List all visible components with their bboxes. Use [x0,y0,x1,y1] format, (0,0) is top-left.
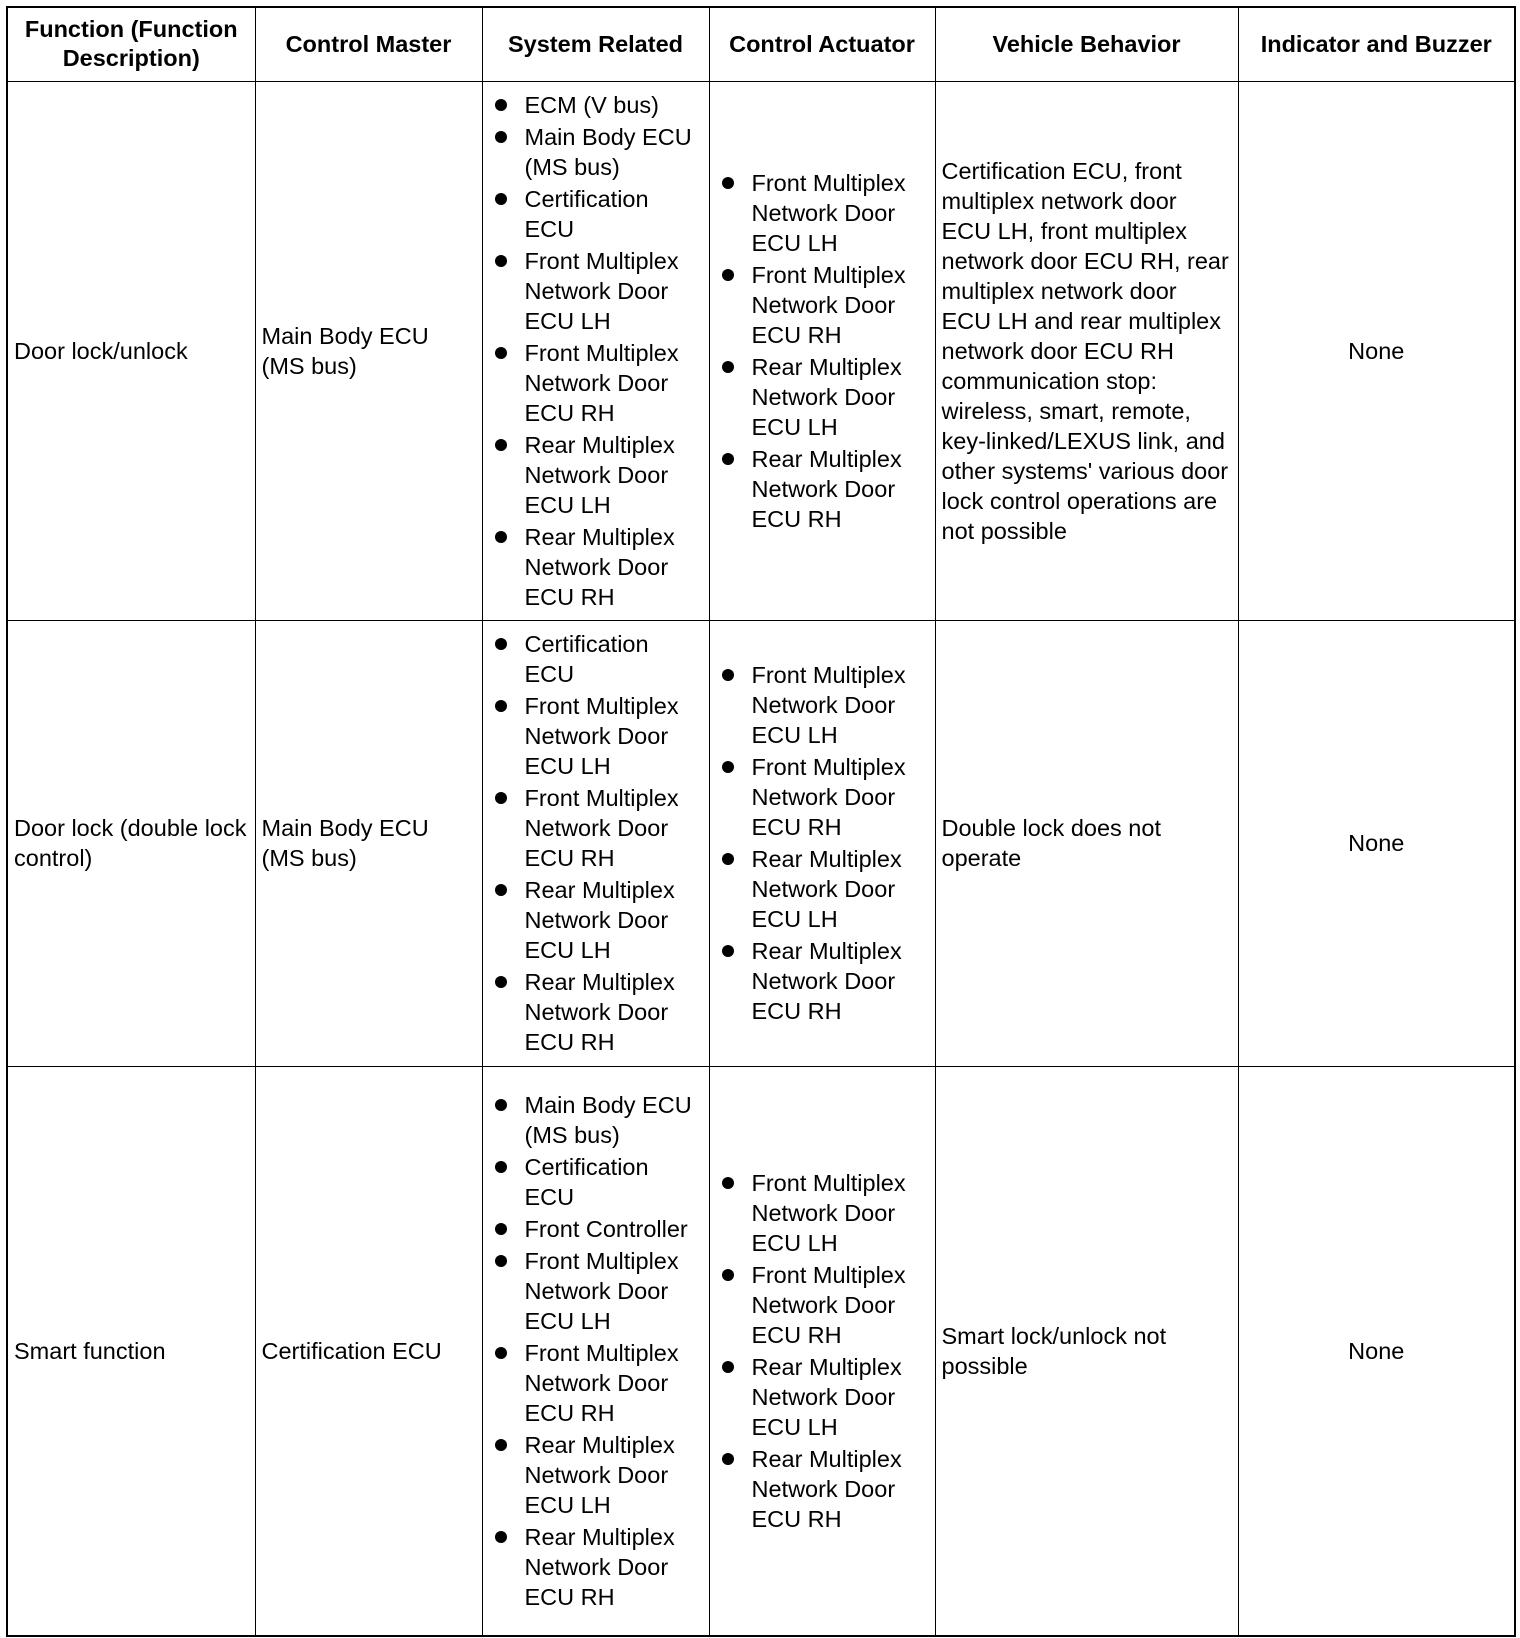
function-cell: Door lock/unlock [7,81,255,620]
vehicle-behavior-cell: Double lock does not operate [935,620,1238,1066]
indicator-buzzer-cell: None [1238,1066,1515,1636]
list-item: Main Body ECU (MS bus) [489,122,703,182]
list-item: Certification ECU [489,1152,703,1212]
table-row [7,1066,1515,1636]
list-item: Front Multiplex Network Door ECU RH [716,752,929,842]
system-related-cell [482,1066,709,1636]
list-item: Rear Multiplex Network Door ECU RH [489,1522,703,1612]
control-master-cell: Certification ECU [255,1066,482,1636]
control-actuator-cell [709,81,935,620]
function-cell: Smart function [7,1066,255,1636]
control-actuator-list [716,168,929,534]
system-related-cell [482,81,709,620]
list-item: Front Multiplex Network Door ECU LH [716,168,929,258]
header-control-master: Control Master [255,7,482,81]
control-actuator-list [716,1168,929,1534]
indicator-buzzer-cell: None [1238,81,1515,620]
list-item: Front Controller [489,1214,703,1244]
table-header [7,7,1515,81]
list-item: Front Multiplex Network Door ECU LH [489,1246,703,1336]
control-actuator-list [716,660,929,1026]
list-item: Certification ECU [489,184,703,244]
table-row [7,620,1515,1066]
table-body [7,81,1515,1636]
list-item: Certification ECU [489,629,703,689]
list-item: Front Multiplex Network Door ECU LH [716,660,929,750]
indicator-buzzer-cell: None [1238,620,1515,1066]
vehicle-behavior-cell: Certification ECU, front multiplex network door ECU LH, front multiplex network door ECU RH, rear multiplex network door ECU LH and rear multiplex network door ECU RH communication stop: wireless, smart, remote, key-linked/LEXUS link, and other systems' various door lock control operations are not possible [935,81,1238,620]
header-system-related: System Related [482,7,709,81]
table-row [7,81,1515,620]
header-row [7,7,1515,81]
function-spec-table [6,6,1516,1637]
control-master-cell: Main Body ECU (MS bus) [255,81,482,620]
list-item: Rear Multiplex Network Door ECU LH [489,1430,703,1520]
system-related-list [489,1090,703,1612]
list-item: Rear Multiplex Network Door ECU LH [489,875,703,965]
control-master-cell: Main Body ECU (MS bus) [255,620,482,1066]
control-actuator-cell [709,1066,935,1636]
list-item: Front Multiplex Network Door ECU LH [716,1168,929,1258]
list-item: Rear Multiplex Network Door ECU LH [716,844,929,934]
list-item: Rear Multiplex Network Door ECU LH [716,352,929,442]
system-related-list [489,90,703,612]
list-item: Rear Multiplex Network Door ECU RH [716,936,929,1026]
list-item: Front Multiplex Network Door ECU RH [489,1338,703,1428]
header-control-actuator: Control Actuator [709,7,935,81]
list-item: Rear Multiplex Network Door ECU RH [489,967,703,1057]
header-vehicle-behavior: Vehicle Behavior [935,7,1238,81]
system-related-list [489,629,703,1057]
list-item: Rear Multiplex Network Door ECU RH [716,444,929,534]
list-item: Main Body ECU (MS bus) [489,1090,703,1150]
system-related-cell [482,620,709,1066]
header-function: Function (Function Description) [7,7,255,81]
control-actuator-cell [709,620,935,1066]
header-indicator-buzzer: Indicator and Buzzer [1238,7,1515,81]
list-item: Rear Multiplex Network Door ECU RH [489,522,703,612]
list-item: Front Multiplex Network Door ECU LH [489,246,703,336]
list-item: Front Multiplex Network Door ECU RH [489,338,703,428]
list-item: Rear Multiplex Network Door ECU RH [716,1444,929,1534]
list-item: Front Multiplex Network Door ECU RH [489,783,703,873]
list-item: Rear Multiplex Network Door ECU LH [489,430,703,520]
function-cell: Door lock (double lock control) [7,620,255,1066]
vehicle-behavior-cell: Smart lock/unlock not possible [935,1066,1238,1636]
list-item: Front Multiplex Network Door ECU RH [716,260,929,350]
list-item: Rear Multiplex Network Door ECU LH [716,1352,929,1442]
list-item: Front Multiplex Network Door ECU LH [489,691,703,781]
list-item: Front Multiplex Network Door ECU RH [716,1260,929,1350]
list-item: ECM (V bus) [489,90,703,120]
